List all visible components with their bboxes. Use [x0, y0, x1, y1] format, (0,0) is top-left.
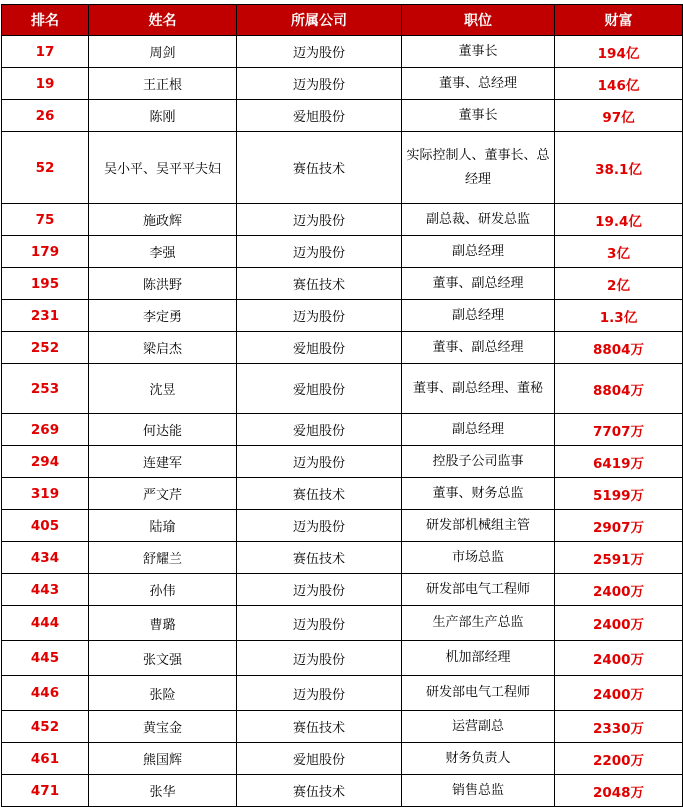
cell-rank: 17	[2, 36, 89, 68]
cell-position: 董事、副总经理、董秘	[402, 364, 555, 414]
cell-name: 孙伟	[89, 574, 237, 606]
cell-name: 吴小平、吴平平夫妇	[89, 132, 237, 204]
cell-rank: 471	[2, 775, 89, 807]
cell-rank: 75	[2, 204, 89, 236]
cell-name: 舒耀兰	[89, 542, 237, 574]
cell-position: 董事长	[402, 36, 555, 68]
table-body	[2, 36, 683, 807]
cell-wealth: 2400万	[555, 676, 683, 711]
cell-company: 爱旭股份	[237, 364, 402, 414]
cell-position: 运营副总	[402, 711, 555, 743]
cell-wealth: 97亿	[555, 100, 683, 132]
cell-position: 副总裁、研发总监	[402, 204, 555, 236]
table-row	[2, 236, 683, 268]
table-row	[2, 676, 683, 711]
cell-company: 爱旭股份	[237, 743, 402, 775]
cell-position: 副总经理	[402, 236, 555, 268]
cell-rank: 19	[2, 68, 89, 100]
cell-position: 市场总监	[402, 542, 555, 574]
cell-rank: 26	[2, 100, 89, 132]
cell-company: 爱旭股份	[237, 332, 402, 364]
cell-wealth: 8804万	[555, 332, 683, 364]
table-header-row	[2, 5, 683, 36]
cell-wealth: 8804万	[555, 364, 683, 414]
cell-company: 赛伍技术	[237, 132, 402, 204]
cell-company: 迈为股份	[237, 204, 402, 236]
cell-wealth: 6419万	[555, 446, 683, 478]
cell-rank: 452	[2, 711, 89, 743]
cell-position: 研发部电气工程师	[402, 574, 555, 606]
cell-company: 迈为股份	[237, 68, 402, 100]
table-row	[2, 641, 683, 676]
cell-wealth: 3亿	[555, 236, 683, 268]
cell-wealth: 5199万	[555, 478, 683, 510]
cell-company: 爱旭股份	[237, 100, 402, 132]
cell-wealth: 2亿	[555, 268, 683, 300]
cell-name: 张文强	[89, 641, 237, 676]
cell-wealth: 2400万	[555, 641, 683, 676]
cell-name: 沈昱	[89, 364, 237, 414]
cell-wealth: 2200万	[555, 743, 683, 775]
cell-wealth: 194亿	[555, 36, 683, 68]
header-name: 姓名	[89, 5, 237, 36]
cell-position: 董事、副总经理	[402, 332, 555, 364]
cell-position: 副总经理	[402, 300, 555, 332]
cell-name: 何达能	[89, 414, 237, 446]
cell-name: 梁启杰	[89, 332, 237, 364]
cell-name: 黄宝金	[89, 711, 237, 743]
cell-name: 曹璐	[89, 606, 237, 641]
cell-company: 迈为股份	[237, 574, 402, 606]
cell-rank: 444	[2, 606, 89, 641]
cell-name: 王正根	[89, 68, 237, 100]
cell-rank: 253	[2, 364, 89, 414]
cell-rank: 231	[2, 300, 89, 332]
cell-company: 迈为股份	[237, 446, 402, 478]
cell-wealth: 38.1亿	[555, 132, 683, 204]
table-row	[2, 606, 683, 641]
cell-name: 熊国辉	[89, 743, 237, 775]
cell-company: 迈为股份	[237, 606, 402, 641]
header-rank: 排名	[2, 5, 89, 36]
cell-company: 迈为股份	[237, 676, 402, 711]
table-row	[2, 510, 683, 542]
cell-rank: 405	[2, 510, 89, 542]
cell-name: 周剑	[89, 36, 237, 68]
cell-position: 董事长	[402, 100, 555, 132]
cell-rank: 445	[2, 641, 89, 676]
cell-name: 张华	[89, 775, 237, 807]
cell-name: 连建军	[89, 446, 237, 478]
cell-position: 董事、财务总监	[402, 478, 555, 510]
cell-company: 赛伍技术	[237, 268, 402, 300]
cell-wealth: 2400万	[555, 606, 683, 641]
table-row	[2, 542, 683, 574]
table-row	[2, 446, 683, 478]
cell-rank: 319	[2, 478, 89, 510]
cell-rank: 179	[2, 236, 89, 268]
cell-rank: 443	[2, 574, 89, 606]
table-row	[2, 478, 683, 510]
table-row	[2, 332, 683, 364]
cell-wealth: 2330万	[555, 711, 683, 743]
cell-company: 赛伍技术	[237, 711, 402, 743]
cell-position: 研发部电气工程师	[402, 676, 555, 711]
header-wealth: 财富	[555, 5, 683, 36]
table-row	[2, 414, 683, 446]
table-row	[2, 100, 683, 132]
cell-position: 财务负责人	[402, 743, 555, 775]
cell-company: 爱旭股份	[237, 414, 402, 446]
table-row	[2, 364, 683, 414]
cell-position: 研发部机械组主管	[402, 510, 555, 542]
header-company: 所属公司	[237, 5, 402, 36]
cell-company: 迈为股份	[237, 641, 402, 676]
cell-wealth: 19.4亿	[555, 204, 683, 236]
table-row	[2, 743, 683, 775]
table-row	[2, 711, 683, 743]
cell-wealth: 7707万	[555, 414, 683, 446]
cell-rank: 446	[2, 676, 89, 711]
cell-rank: 461	[2, 743, 89, 775]
cell-wealth: 2048万	[555, 775, 683, 807]
cell-company: 迈为股份	[237, 300, 402, 332]
cell-company: 迈为股份	[237, 36, 402, 68]
cell-rank: 269	[2, 414, 89, 446]
wealth-ranking-table	[1, 4, 683, 807]
cell-position: 董事、副总经理	[402, 268, 555, 300]
cell-position: 机加部经理	[402, 641, 555, 676]
cell-wealth: 2591万	[555, 542, 683, 574]
cell-name: 陈刚	[89, 100, 237, 132]
cell-name: 陈洪野	[89, 268, 237, 300]
cell-company: 赛伍技术	[237, 542, 402, 574]
cell-position: 生产部生产总监	[402, 606, 555, 641]
header-position: 职位	[402, 5, 555, 36]
table-row	[2, 268, 683, 300]
cell-rank: 195	[2, 268, 89, 300]
cell-position: 销售总监	[402, 775, 555, 807]
cell-wealth: 2907万	[555, 510, 683, 542]
cell-wealth: 146亿	[555, 68, 683, 100]
cell-name: 施政辉	[89, 204, 237, 236]
cell-rank: 52	[2, 132, 89, 204]
cell-company: 赛伍技术	[237, 775, 402, 807]
cell-position: 董事、总经理	[402, 68, 555, 100]
cell-name: 李强	[89, 236, 237, 268]
cell-company: 赛伍技术	[237, 478, 402, 510]
table-row	[2, 36, 683, 68]
cell-rank: 294	[2, 446, 89, 478]
table-row	[2, 68, 683, 100]
cell-rank: 252	[2, 332, 89, 364]
cell-position: 实际控制人、董事长、总经理	[402, 132, 555, 204]
table-row	[2, 132, 683, 204]
cell-position: 控股子公司监事	[402, 446, 555, 478]
cell-name: 陆瑜	[89, 510, 237, 542]
cell-name: 严文芹	[89, 478, 237, 510]
table-row	[2, 775, 683, 807]
cell-company: 迈为股份	[237, 510, 402, 542]
cell-wealth: 2400万	[555, 574, 683, 606]
cell-name: 李定勇	[89, 300, 237, 332]
table-row	[2, 300, 683, 332]
cell-position: 副总经理	[402, 414, 555, 446]
cell-wealth: 1.3亿	[555, 300, 683, 332]
table-row	[2, 574, 683, 606]
cell-name: 张险	[89, 676, 237, 711]
cell-rank: 434	[2, 542, 89, 574]
cell-company: 迈为股份	[237, 236, 402, 268]
table-row	[2, 204, 683, 236]
